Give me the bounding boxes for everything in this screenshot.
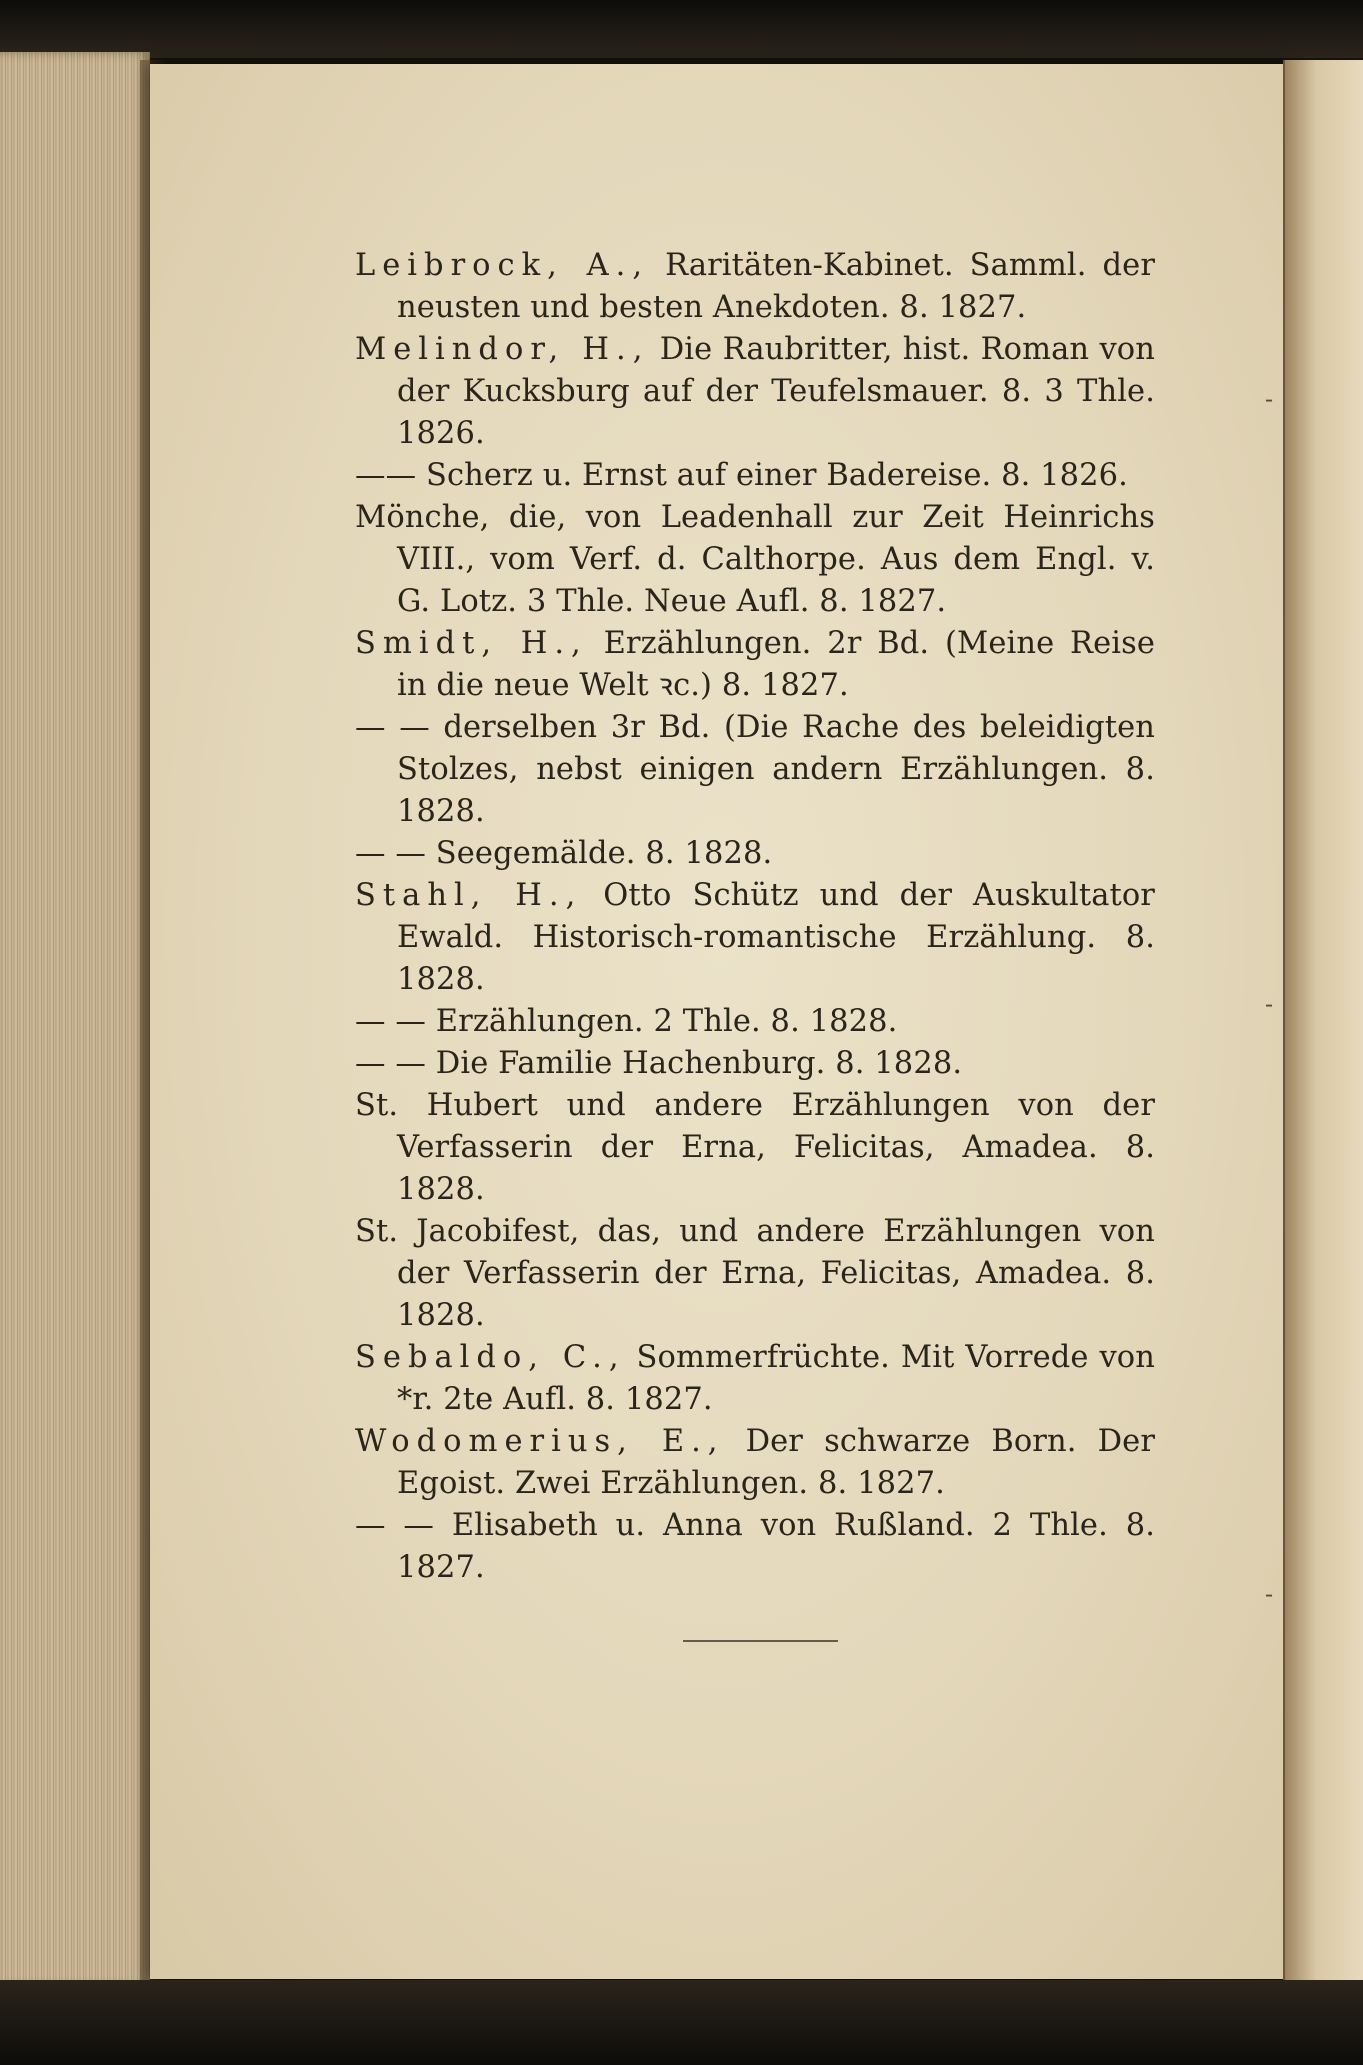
catalog-entry (355, 833, 1155, 875)
catalog-entry (355, 245, 1155, 329)
entry-text: St. Hubert und andere Erzählungen von der Verfasserin der Erna, Felicitas, Amadea. 8. 1828. (355, 1088, 1155, 1207)
entry-author: Wodomerius, E., (355, 1424, 725, 1459)
entry-author: Sebaldo, C., (355, 1340, 626, 1375)
entry-text: Otto Schütz und der Auskultator Ewald. Historisch-romantische Erzählung. 8. 1828. (397, 878, 1155, 997)
entry-text: St. Jacobifest, das, und andere Erzählungen von der Verfasserin der Erna, Felicitas, Amadea. 8. 1828. (355, 1214, 1155, 1333)
entry-text: Erzählungen. 2r Bd. (Meine Reise in die neue Welt ꝛc.) 8. 1827. (397, 626, 1156, 703)
entry-text: — — Die Familie Hachenburg. 8. 1828. (355, 1046, 963, 1081)
catalog-entry (355, 1001, 1155, 1043)
catalog-entry (355, 329, 1155, 455)
entry-text: — — Elisabeth u. Anna von Rußland. 2 Thle. 8. 1827. (355, 1508, 1155, 1585)
catalog-entry (355, 1085, 1155, 1211)
entry-text: Der schwarze Born. Der Egoist. Zwei Erzählungen. 8. 1827. (397, 1424, 1156, 1501)
entry-text: Die Raubritter, hist. Roman von der Kucksburg auf der Teufelsmauer. 8. 3 Thle. 1826. (397, 332, 1155, 451)
entry-text: — — Seegemälde. 8. 1828. (355, 836, 773, 871)
entry-author: Melindor, H., (355, 332, 650, 367)
catalog-entry (355, 1505, 1155, 1589)
catalog-entry (355, 707, 1155, 833)
entry-text: —— Scherz u. Ernst auf einer Badereise. 8. 1826. (355, 458, 1128, 493)
entry-author: Stahl, H., (355, 878, 583, 913)
margin-mark: - (1265, 385, 1274, 413)
scan-background-top (0, 0, 1363, 58)
entry-text: — — Erzählungen. 2 Thle. 8. 1828. (355, 1004, 898, 1039)
catalog-entry (355, 623, 1155, 707)
catalog-entry (355, 1337, 1155, 1421)
entry-text: Mönche, die, von Leadenhall zur Zeit Heinrichs VIII., vom Verf. d. Calthorpe. Aus dem Engl. v. G. Lotz. 3 Thle. Neue Aufl. 8. 1827. (355, 500, 1155, 619)
entry-author: Smidt, H., (355, 626, 588, 661)
book-page-edges (0, 52, 150, 1987)
catalog-entry (355, 497, 1155, 623)
margin-mark: - (1265, 1580, 1274, 1608)
entry-text: — — derselben 3r Bd. (Die Rache des beleidigten Stolzes, nebst einigen andern Erzählungen. 8. 1828. (355, 710, 1155, 829)
margin-mark: - (1265, 990, 1274, 1018)
entry-text: Sommerfrüchte. Mit Vorrede von *r. 2te Aufl. 8. 1827. (397, 1340, 1156, 1417)
catalog-entry (355, 1043, 1155, 1085)
closing-rule (683, 1640, 838, 1642)
catalog-entry (355, 1211, 1155, 1337)
catalog-entry-list (355, 245, 1155, 1589)
catalog-entry (355, 455, 1155, 497)
entry-author: Leibrock, A., (355, 248, 650, 283)
facing-page-edge (1285, 60, 1363, 1985)
catalog-entry (355, 875, 1155, 1001)
scan-background-bottom (0, 1980, 1363, 2065)
entry-text: Raritäten-Kabinet. Samml. der neusten und besten Anekdoten. 8. 1827. (397, 248, 1155, 325)
catalog-entry (355, 1421, 1155, 1505)
